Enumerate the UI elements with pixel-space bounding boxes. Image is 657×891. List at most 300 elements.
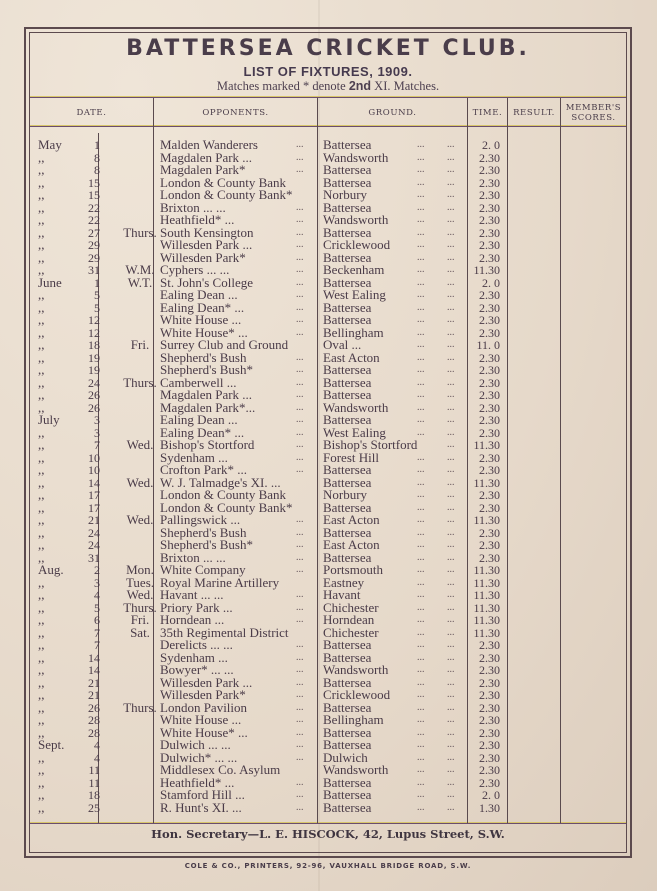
row-ground-leader: ... [447,264,455,275]
row-opponent: Shepherd's Bush* [160,362,253,377]
row-opponent: Magdalen Park* [160,162,246,177]
row-weekday: Thurs. [123,699,157,715]
row-opponent-leader: ... [296,451,304,463]
row-opponent: Bishop's Stortford [160,437,255,452]
row-month: ,, [38,324,45,340]
printer-credit: COLE & CO., PRINTERS, 92-96, VAUXHALL BRIDGE ROAD, S.W. [184,862,472,870]
row-time: 2.30 [479,200,500,215]
row-ground: Battersea [323,274,372,290]
row-day: 8 [94,163,100,177]
row-month: ,, [38,462,45,477]
row-opponent: London Pavilion [160,699,248,715]
row-opponent-leader: ... [296,639,304,650]
club-title: BATTERSEA CRICKET CLUB. [126,36,530,61]
row-ground-leader: ... [447,176,455,188]
row-ground-leader: ... [417,364,425,375]
row-day: 26 [88,700,100,715]
header-time: TIME. [472,108,503,118]
row-ground: Battersea [323,699,372,715]
row-day: 3 [94,413,100,427]
row-time: 2.30 [479,163,500,177]
row-opponent-leader: ... [296,389,304,400]
row-month: ,, [38,762,45,777]
row-opponent-leader: ... [296,714,304,725]
row-opponent: London & County Bank* [160,499,293,515]
note-bold: 2nd [348,79,372,93]
row-time: 2.30 [479,650,500,665]
row-opponent-leader: ... [296,614,304,625]
row-month: Aug. [38,562,64,577]
row-opponent-leader: ... [296,651,304,663]
row-time: 11.30 [473,600,500,615]
row-weekday: Wed. [126,512,154,527]
row-opponent: Horndean ... [160,612,225,627]
row-ground-leader: ... [417,626,425,638]
row-opponent: W. J. Talmadge's XI. ... [160,474,281,490]
row-ground: Battersea [323,162,372,177]
row-ground-leader: ... [417,789,425,800]
row-opponent-leader: ... [296,376,304,388]
header-scores-line2: SCORES. [571,113,616,123]
row-ground-leader: ... [417,576,425,588]
row-opponent-leader: ... [296,364,304,375]
secretary-line: Hon. Secretary—L. E. HISCOCK, 42, Lupus Street, S.W. [151,827,505,841]
row-opponent-leader: ... [296,289,304,300]
row-day: 4 [94,588,100,602]
row-day: 15 [88,188,100,202]
note-prefix: Matches marked * denote [216,79,349,93]
row-ground-leader: ... [417,676,425,688]
row-ground: Cricklewood [323,687,391,702]
row-opponent: Ealing Dean* ... [160,424,245,440]
row-ground: Battersea [323,649,372,665]
row-day: 28 [88,713,100,727]
row-time: 2.30 [479,700,500,715]
row-month: ,, [38,787,45,802]
row-opponent-leader: ... [296,164,304,175]
row-ground: Chichester [323,624,379,640]
row-ground: Battersea [323,312,372,327]
row-month: ,, [38,299,45,315]
row-day: 24 [88,538,100,552]
row-opponent: White Company [160,562,246,577]
row-ground: Wandsworth [323,762,389,777]
row-day: 27 [88,225,100,240]
row-ground-leader: ... [447,301,455,313]
row-month: ,, [38,424,45,440]
row-day: 17 [88,488,100,502]
row-ground: East Acton [323,537,380,552]
row-month: ,, [38,287,45,302]
row-day: 29 [88,238,100,252]
row-weekday: Fri. [130,337,150,352]
row-opponent: Sydenham ... [160,649,228,665]
row-day: 3 [94,575,100,590]
row-day: 29 [88,250,100,265]
header-bottom-rule [30,126,626,127]
row-ground-leader: ... [417,701,425,713]
row-ground: Dulwich [323,749,368,765]
row-day: 26 [88,388,100,402]
row-opponent: Priory Park ... [160,599,233,615]
row-opponent: London & County Bank* [160,187,293,202]
row-opponent: Dulwich* ... ... [160,749,238,765]
row-time: 2.30 [479,188,500,202]
row-ground: Battersea [323,499,372,515]
row-day: 22 [88,200,100,215]
row-opponent-leader: ... [296,789,304,800]
row-opponent: London & County Bank [160,487,287,502]
row-opponent-leader: ... [296,739,304,750]
row-month: ,, [38,549,45,565]
row-month: ,, [38,249,45,265]
row-weekday: Wed. [126,437,154,452]
fixture-row [30,799,626,815]
row-weekday: W.M. [125,262,155,277]
row-day: 21 [88,688,100,702]
row-day: 21 [88,675,100,690]
row-time: 2.30 [479,238,500,252]
row-month: ,, [38,774,45,790]
row-opponent-leader: ... [296,326,304,338]
row-ground-leader: ... [447,326,455,338]
row-month: ,, [38,437,45,452]
row-day: 31 [88,550,100,565]
row-month: ,, [38,374,45,390]
row-weekday: Sat. [130,624,150,640]
row-opponent: Malden Wanderers [160,137,258,152]
row-day: 24 [88,375,100,390]
row-month: ,, [38,337,45,352]
row-time: 2. 0 [482,138,500,152]
row-opponent-leader: ... [296,251,304,263]
row-ground-leader: ... [417,251,425,263]
row-ground-leader: ... [447,739,455,750]
row-time: 11.30 [473,563,500,577]
row-ground: Battersea [323,374,372,390]
row-opponent: Shepherd's Bush [160,349,247,365]
row-opponent-leader: ... [296,239,304,250]
row-opponent: Willesden Park* [160,249,246,265]
header-scores-line1: MEMBER'S [565,103,622,113]
row-opponent-leader: ... [296,601,304,613]
row-ground-leader: ... [447,551,455,563]
row-time: 1.30 [479,800,500,815]
row-ground-leader: ... [417,389,425,400]
row-opponent: Middlesex Co. Asylum [160,762,281,777]
row-opponent: South Kensington [160,224,254,240]
header-result: RESULT. [513,108,555,118]
row-day: 1 [94,138,100,152]
row-time: 2.30 [479,400,500,415]
row-month: ,, [38,699,45,715]
row-opponent: White House* ... [160,724,248,740]
row-weekday: Thurs. [123,224,157,240]
row-month: July [38,412,60,427]
row-time: 2.30 [479,550,500,565]
row-opponent-leader: ... [296,276,304,288]
row-ground: Battersea [323,387,372,402]
row-ground: West Ealing [323,287,386,302]
row-time: 2.30 [479,213,500,227]
row-time: 11.30 [473,575,500,590]
row-opponent: White House ... [160,712,242,727]
row-month: ,, [38,449,45,465]
row-ground-leader: ... [447,364,455,375]
row-ground-leader: ... [447,601,455,613]
row-ground: Battersea [323,774,372,790]
row-opponent-leader: ... [296,439,304,450]
row-month: ,, [38,587,45,602]
row-opponent-leader: ... [296,264,304,275]
row-ground-leader: ... [447,339,455,350]
row-ground: Battersea [323,462,372,477]
header-date: DATE. [76,108,107,118]
row-day: 18 [88,338,100,352]
row-day: 12 [88,325,100,340]
row-month: ,, [38,687,45,702]
row-ground-leader: ... [447,164,455,175]
row-ground-leader: ... [447,239,455,250]
row-time: 2.30 [479,150,500,165]
row-month: ,, [38,262,45,277]
row-opponent-leader: ... [296,351,304,363]
row-ground-leader: ... [447,539,455,550]
row-month: Sept. [38,737,65,752]
row-ground-leader: ... [417,401,425,413]
row-month: ,, [38,387,45,402]
row-day: 4 [94,750,100,765]
row-ground-leader: ... [447,314,455,325]
row-opponent-leader: ... [296,151,304,163]
row-ground: Wandsworth [323,399,389,415]
row-ground-leader: ... [417,214,425,225]
row-month: ,, [38,749,45,765]
row-ground-leader: ... [447,289,455,300]
row-ground-leader: ... [447,651,455,663]
row-opponent: Ealing Dean ... [160,287,238,302]
row-ground-leader: ... [417,176,425,188]
row-day: 21 [88,513,100,527]
row-opponent: Heathfield* ... [160,212,235,227]
row-day: 19 [88,350,100,365]
row-time: 2.30 [479,738,500,752]
row-ground-leader: ... [447,726,455,738]
row-time: 2. 0 [482,788,500,802]
row-opponent: Willesden Park ... [160,674,253,690]
row-day: 11 [88,763,100,777]
row-opponent: Magdalen Park ... [160,387,253,402]
row-day: 28 [88,725,100,740]
row-opponent: Shepherd's Bush* [160,537,253,552]
row-ground-leader: ... [447,251,455,263]
row-time: 2.30 [479,463,500,477]
row-opponent: Bowyer* ... ... [160,662,234,677]
row-opponent: R. Hunt's XI. ... [160,799,242,815]
row-day: 19 [88,363,100,377]
table-bottom-rule [30,823,626,824]
row-weekday: Thurs. [123,374,157,390]
row-day: 18 [88,788,100,802]
row-ground-leader: ... [417,226,425,238]
row-opponent: Heathfield* ... [160,774,235,790]
row-day: 7 [94,638,100,652]
row-ground-leader: ... [447,139,455,150]
row-ground-leader: ... [417,314,425,325]
row-ground-leader: ... [417,351,425,363]
row-opponent-leader: ... [296,676,304,688]
row-month: ,, [38,674,45,690]
row-opponent: Dulwich ... ... [160,737,231,752]
row-ground-leader: ... [417,776,425,788]
row-ground-leader: ... [417,726,425,738]
row-opponent: St. John's College [160,274,253,290]
row-time: 2.30 [479,325,500,340]
row-ground: Havant [323,587,361,602]
row-ground: Bellingham [323,324,384,340]
row-time: 2.30 [479,300,500,315]
row-time: 2.30 [479,500,500,515]
row-ground-leader: ... [417,464,425,475]
row-time: 2.30 [479,175,500,190]
row-opponent-leader: ... [296,414,304,425]
row-opponent: Crofton Park* ... [160,462,248,477]
row-opponent-leader: ... [296,401,304,413]
row-ground-leader: ... [417,651,425,663]
row-time: 2.30 [479,350,500,365]
row-day: 14 [88,475,100,490]
row-opponent-leader: ... [296,226,304,238]
row-ground: East Acton [323,512,380,527]
row-time: 2.30 [479,488,500,502]
row-opponent-leader: ... [296,801,304,813]
row-opponent-leader: ... [296,751,304,763]
row-ground-leader: ... [417,751,425,763]
row-opponent-leader: ... [296,214,304,225]
row-time: 2.30 [479,763,500,777]
row-day: 10 [88,450,100,465]
row-day: 15 [88,175,100,190]
row-time: 2.30 [479,250,500,265]
row-ground-leader: ... [447,201,455,213]
row-ground-leader: ... [417,239,425,250]
row-time: 2.30 [479,675,500,690]
row-month: ,, [38,624,45,640]
row-time: 2.30 [479,313,500,327]
row-opponent: Camberwell ... [160,374,237,390]
header-member-scores [561,101,626,125]
row-ground-leader: ... [447,751,455,763]
row-ground-leader: ... [417,526,425,538]
row-month: ,, [38,312,45,327]
row-ground-leader: ... [417,764,425,775]
row-day: 7 [94,438,100,452]
row-time: 11.30 [473,613,500,627]
row-ground-leader: ... [417,451,425,463]
row-opponent-leader: ... [296,526,304,538]
row-time: 2.30 [479,288,500,302]
row-time: 2.30 [479,538,500,552]
row-month: ,, [38,574,45,590]
row-ground-leader: ... [417,539,425,550]
row-ground: Horndean [323,612,375,627]
row-ground: Battersea [323,549,372,565]
row-day: 5 [94,600,100,615]
row-weekday: Tues. [125,574,155,590]
row-ground: West Ealing [323,424,386,440]
row-time: 11.30 [473,588,500,602]
row-ground: Cricklewood [323,237,391,252]
row-ground-leader: ... [447,476,455,488]
note-suffix: XI. Matches. [371,79,440,93]
row-ground: Wandsworth [323,662,389,677]
row-ground: Battersea [323,637,372,652]
row-opponent-leader: ... [296,664,304,675]
row-month: ,, [38,612,45,627]
row-month: ,, [38,712,45,727]
second-xi-note [29,79,627,94]
row-day: 22 [88,213,100,227]
row-ground: Norbury [323,187,368,202]
row-month: ,, [38,399,45,415]
row-ground-leader: ... [417,151,425,163]
row-ground: East Acton [323,349,380,365]
row-ground-leader: ... [417,639,425,650]
row-time: 11.30 [473,625,500,640]
row-ground: Bishop's Stortford [323,437,418,452]
row-opponent-leader: ... [296,701,304,713]
row-opponent: Ealing Dean* ... [160,299,245,315]
row-ground: Battersea [323,174,372,190]
row-time: 2.30 [479,375,500,390]
row-month: ,, [38,537,45,552]
row-time: 11.30 [473,513,500,527]
row-day: 5 [94,300,100,315]
row-day: 26 [88,400,100,415]
row-month: June [38,274,62,290]
row-opponent: Brixton ... ... [160,549,226,565]
row-ground-leader: ... [447,701,455,713]
row-month: ,, [38,799,45,815]
row-ground: Wandsworth [323,212,389,227]
row-month: ,, [38,474,45,490]
row-opponent-leader: ... [296,314,304,325]
row-ground-leader: ... [417,739,425,750]
row-ground: Battersea [323,412,372,427]
row-ground: Battersea [323,249,372,265]
row-ground-leader: ... [447,526,455,538]
row-month: ,, [38,487,45,502]
row-month: ,, [38,524,45,540]
row-month: ,, [38,349,45,365]
row-month: ,, [38,237,45,252]
row-ground-leader: ... [417,664,425,675]
row-time: 2.30 [479,225,500,240]
row-ground-leader: ... [447,439,455,450]
row-time: 2.30 [479,425,500,440]
row-time: 2.30 [479,388,500,402]
row-ground-leader: ... [417,426,425,438]
row-time: 2. 0 [482,275,500,290]
row-ground-leader: ... [447,589,455,600]
row-ground: Oval ... [323,337,362,352]
header-top-rule [30,97,626,98]
row-ground-leader: ... [447,789,455,800]
row-day: 31 [88,263,100,277]
row-opponent: Magdalen Park*... [160,399,256,415]
row-ground-leader: ... [447,151,455,163]
row-day: 6 [94,613,100,627]
